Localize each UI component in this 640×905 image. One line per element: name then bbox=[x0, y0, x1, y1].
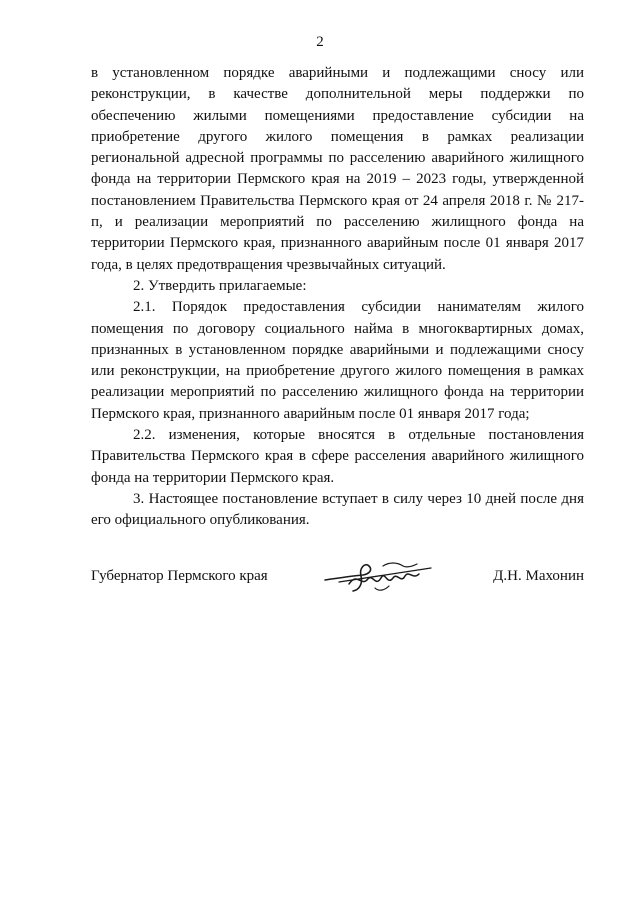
paragraph-continuation: в установленном порядке аварийными и подлежащими сносу или реконструкции, в качестве дополнительной меры поддержки по обеспечению жилыми помещениями предоставление субсидии на приобретение другого жилого помещения в рамках реализации региональной адресной программы по расселению аварийного жилищного фонда на территории Пермского края на 2019 – 2023 годы, утвержденной постановлением Правительства Пермского края от 24 апреля 2018 г. № 217-п, и реализации мероприятий по расселению жилищного фонда на территории Пермского края, признанного аварийным после 01 января 2017 года, в целях предотвращения чрезвычайных ситуаций. bbox=[91, 65, 584, 273]
paragraph-item-2-1: 2.1. Порядок предоставления субсидии нанимателям жилого помещения по договору социального найма в многоквартирных домах, признанных в установленном порядке аварийными и подлежащими сносу или реконструкции, на приобретение другого жилого помещения в рамках реализации мероприятий по расселению жилищного фонда на территории Пермского края, признанного аварийным после 01 января 2017 года; bbox=[91, 299, 584, 422]
paragraph-item-2-2: 2.2. изменения, которые вносятся в отдельные постановления Правительства Пермского края в сфере расселения аварийного жилищного фонда на территории Пермского края. bbox=[91, 427, 584, 486]
signatory-position: Губернатор Пермского края bbox=[91, 568, 268, 584]
document-body bbox=[91, 63, 584, 532]
page-number: 2 bbox=[316, 34, 324, 50]
paragraph-item-3: 3. Настоящее постановление вступает в силу через 10 дней после дня его официального опубликования. bbox=[91, 490, 584, 529]
signature-block bbox=[91, 564, 584, 594]
handwritten-signature bbox=[319, 558, 439, 598]
signatory-name: Д.Н. Махонин bbox=[493, 568, 584, 584]
paragraph-item-2: 2. Утвердить прилагаемые: bbox=[133, 277, 307, 294]
